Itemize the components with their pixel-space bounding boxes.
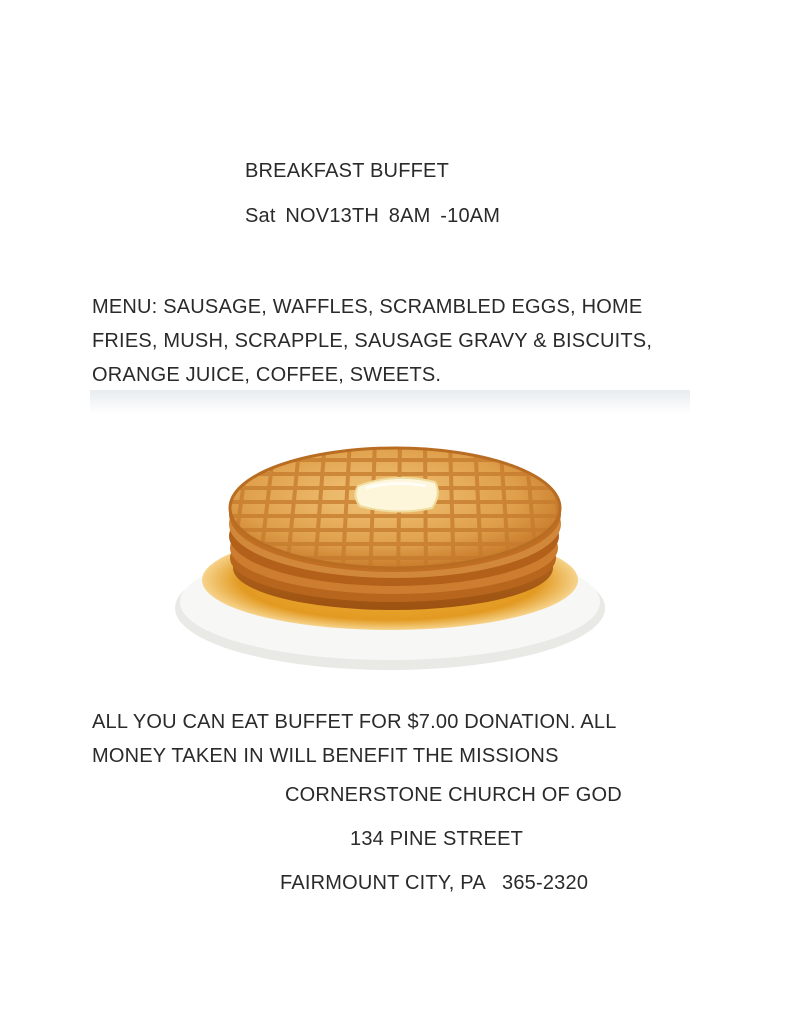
donation-text: ALL YOU CAN EAT BUFFET FOR $7.00 DONATION. ALL MONEY TAKEN IN WILL BENEFIT THE MISSIONS xyxy=(92,711,616,767)
church-name: CORNERSTONE CHURCH OF GOD xyxy=(285,784,622,806)
menu-text: MENU: SAUSAGE, WAFFLES, SCRAMBLED EGGS, HOME FRIES, MUSH, SCRAPPLE, SAUSAGE GRAVY & BISCUITS, ORANGE JUICE, COFFEE, SWEETS. xyxy=(92,296,653,386)
waffle-stack-icon xyxy=(229,440,566,610)
butter-icon xyxy=(355,478,437,512)
city-phone: FAIRMOUNT CITY, PA 365-2320 xyxy=(280,872,589,894)
flyer-title: BREAKFAST BUFFET xyxy=(245,160,449,182)
waffle-photo xyxy=(90,390,690,690)
event-datetime: Sat NOV13TH 8AM -10AM xyxy=(245,205,501,227)
street-address: 134 PINE STREET xyxy=(350,828,524,850)
